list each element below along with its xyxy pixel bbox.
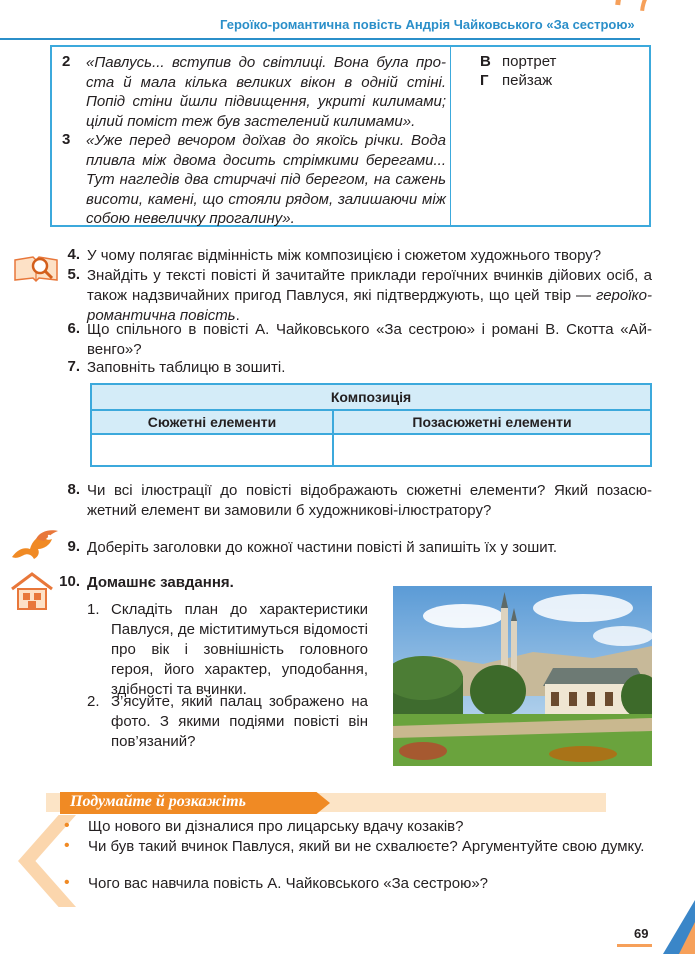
question-text: У чому полягає відмінність між композицією і сюжетом художнього твору? [87,247,602,264]
match-option [480,72,552,89]
option-letter: В [480,53,491,70]
bullet-icon: • [64,817,70,834]
question-number: 6. [67,320,80,337]
bullet-icon: • [64,874,70,891]
option-text: пейзаж [502,72,553,89]
page-number-underline [617,944,652,947]
question-number: 8. [67,481,80,498]
table-cell-empty [91,434,333,466]
house-icon [10,571,54,616]
match-row-number: 2 [62,53,71,70]
question-number: 4. [67,246,80,263]
question-number: 7. [67,358,80,375]
question-text-part: Знайдіть у тексті повісті й зачитайте приклади героїчних вчинків дійових осіб, а також надзвичайних пригод Павлуся, які підтверджують, що цей твір — [87,267,652,304]
table-header-plot: Сюжетні елементи [91,410,333,434]
matching-divider [450,47,451,225]
bullet-icon: • [64,837,70,854]
research-icon [13,252,59,289]
discuss-item: Що нового ви дізналися про лицарську вдачу козаків? [88,818,464,835]
question-number: 9. [67,538,80,555]
corner-decor [655,900,695,954]
matching-box [50,45,651,227]
match-quote: «Павлусь... вступив до світлиці. Вона була проста й мала кілька великих вікон в одній стіні. Попід стіни йшли підвищення, укриті килимами; цілий поміст теж був застелений килимами». [86,54,446,130]
composition-table [90,383,652,467]
question-number: 10. [59,573,80,590]
discuss-item: Чи був такий вчинок Павлуся, який ви не схвалюєте? Аргументуйте свою думку. [88,838,645,855]
table-cell-empty [333,434,651,466]
header-rule [0,38,640,40]
homework-item-text: Складіть план до характеристики Павлуся, де міститимуться відомості про вік і зовнішність головного героя, його характер, уподобання, здібності та вчинки. [111,601,368,698]
option-letter: Г [480,72,489,89]
question-number: 5. [67,266,80,283]
question-text-part: . [235,307,240,324]
question-text: Заповніть таблицю в зошиті. [87,359,286,376]
table-header-nonplot: Позасюжетні елементи [333,410,651,434]
question-text: Доберіть заголовки до кожної частини повісті й запишіть їх у зошит. [87,539,558,556]
question-text [87,266,652,326]
question-text: Що спільного в повісті А. Чайковського «За сестрою» і романі В. Скотта «Айвенго»? [87,321,652,358]
table-title: Композиція [91,384,651,410]
match-quote: «Уже перед вечором доїхав до якоїсь річки. Вода пливла між двома досить стрімкими берегами... Тут нагледів два стирчачі під берегом, на сажень висоти, камені, що стояли рядом, залишаючи між собою невеличку прогалину». [86,132,446,227]
homework-item-text: З’ясуйте, який палац зображено на фото. З якими подіями повісті він пов’язаний? [111,693,368,750]
homework-title: Домашнє завдання. [87,574,234,591]
question-text: Чи всі ілюстрації до повісті відображають сюжетні елементи? Який позасюжетний елемент ви замовили б художникові-ілюстратору? [87,482,652,519]
palace-photo [393,586,652,766]
question-text-emphasis: героїко-романтична повість [87,287,652,324]
homework-item-number: 1. [87,601,100,618]
page-number: 69 [634,926,649,941]
match-option [480,53,556,70]
pegasus-icon [8,527,60,568]
homework-item-number: 2. [87,693,100,710]
discuss-item: Чого вас навчила повість А. Чайковського «За сестрою»? [88,875,489,892]
match-row-number: 3 [62,131,71,148]
running-header: Героїко-романтична повість Андрія Чайковського «За сестрою» [220,17,635,32]
option-text: портрет [502,53,557,70]
discuss-title: Подумайте й розкажіть [70,793,246,810]
